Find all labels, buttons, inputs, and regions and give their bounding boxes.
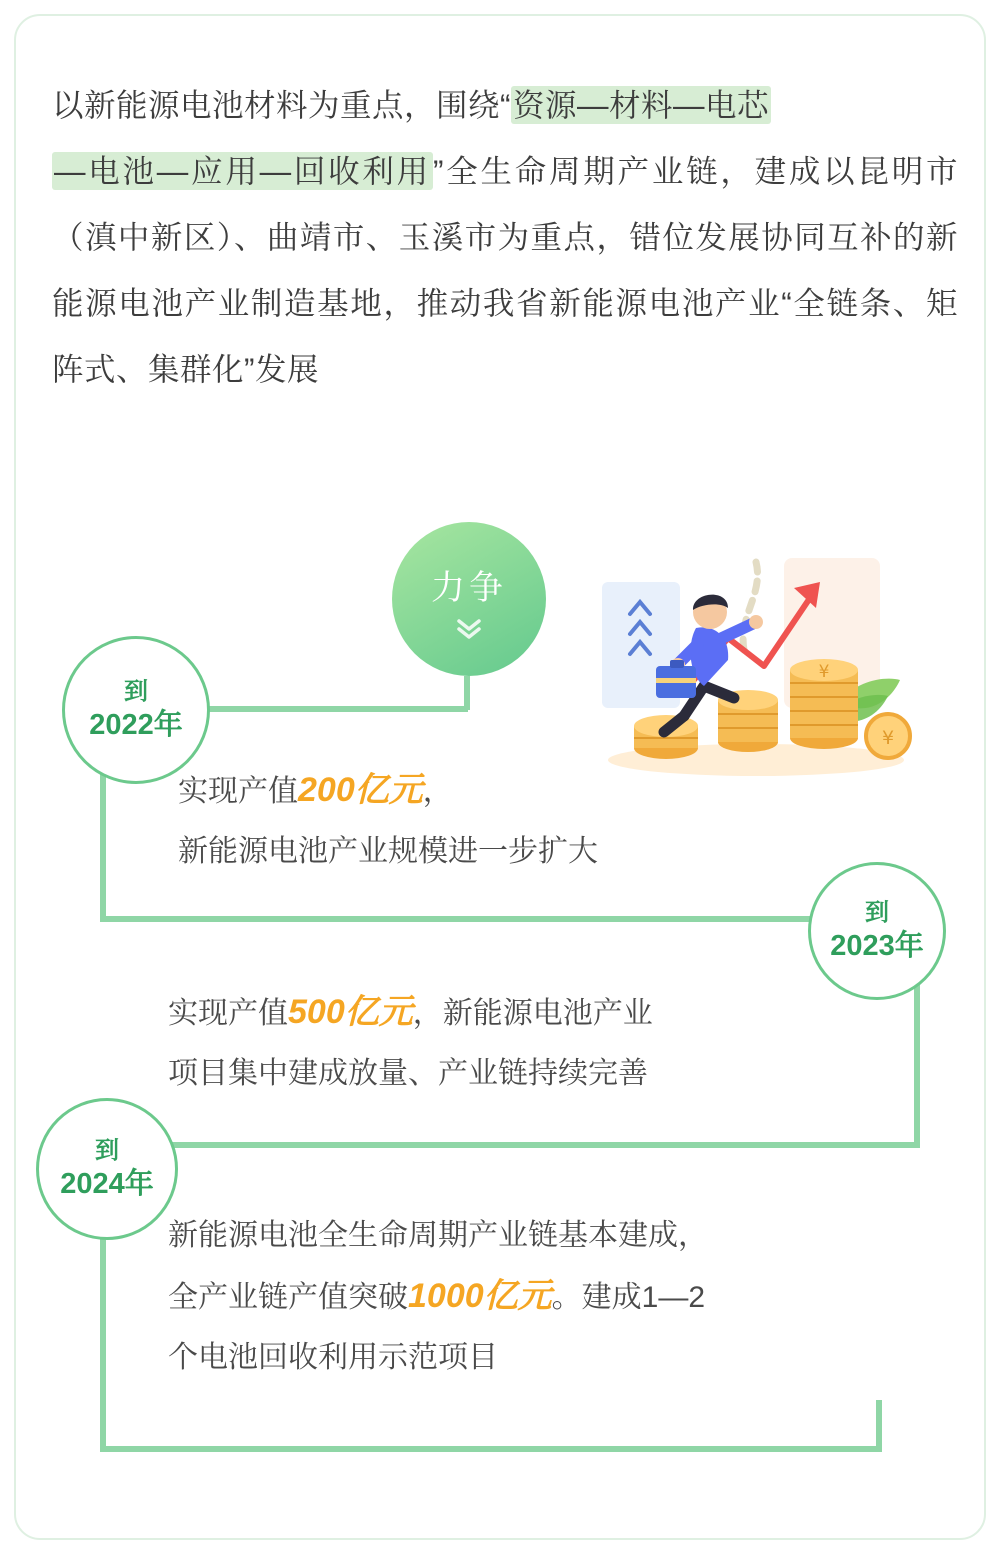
milestone-badge-2023 xyxy=(808,862,946,1000)
milestone-2023-line1-before: 实现产值 xyxy=(168,997,288,1030)
milestone-2023-amount: 500亿元 xyxy=(288,993,413,1031)
milestone-badge-2024 xyxy=(36,1098,178,1240)
business-growth-illustration xyxy=(588,520,924,786)
milestone-2024-year: 2024年 xyxy=(60,1167,154,1200)
milestone-2022-line1-after: ， xyxy=(422,775,453,808)
milestone-2023-text xyxy=(168,982,928,1104)
intro-highlight-1: 资源—材料—电芯 xyxy=(513,87,770,123)
milestone-2022-text xyxy=(178,760,938,882)
milestone-2023-line1-after: ，新能源电池产业 xyxy=(412,997,653,1030)
connector-bottom-horizontal xyxy=(100,1446,882,1452)
milestone-2023-year: 2023年 xyxy=(830,929,924,962)
chevron-down-icon xyxy=(454,617,484,639)
milestone-2024-prefix: 到 xyxy=(95,1136,119,1164)
quote-open: “ xyxy=(500,87,512,123)
strive-label: 力争 xyxy=(431,568,507,607)
milestone-2024-amount: 1000亿元 xyxy=(408,1277,552,1315)
intro-text-part2: 全生命周期产业链，建成以昆明市（滇中新区）、曲靖市、玉溪市为重点，错位发展协同互补的新能源电池产业制造基地，推动我省新能源电池产业“全链条、矩阵式、集群化”发展 xyxy=(52,153,958,387)
milestone-2023-prefix: 到 xyxy=(865,898,889,926)
connector-strive-vertical xyxy=(464,676,470,710)
connector-2022-to-2023 xyxy=(100,916,920,922)
intro-paragraph xyxy=(52,72,958,402)
connector-strive-horizontal xyxy=(178,706,468,712)
connector-2022-left-rail xyxy=(100,760,106,922)
connector-2023-to-2024 xyxy=(168,1142,920,1148)
milestone-2022-line2: 新能源电池产业规模进一步扩大 xyxy=(178,835,598,868)
milestone-2023-line2: 项目集中建成放量、产业链持续完善 xyxy=(168,1057,648,1090)
milestone-2022-prefix: 到 xyxy=(124,677,148,705)
milestone-2024-line3: 个电池回收利用示范项目 xyxy=(168,1341,498,1374)
milestone-2024-line2-before: 全产业链产值突破 xyxy=(168,1281,408,1314)
milestone-2024-text xyxy=(168,1206,958,1388)
quote-close: ” xyxy=(432,153,444,189)
milestone-2022-amount: 200亿元 xyxy=(298,771,423,809)
svg-text:¥: ¥ xyxy=(818,662,830,682)
strive-badge xyxy=(392,522,546,676)
intro-text-part1: 以新能源电池材料为重点，围绕 xyxy=(52,87,501,123)
milestone-2024-line2-after: 。建成1—2 xyxy=(551,1281,706,1314)
milestone-2024-line1: 新能源电池全生命周期产业链基本建成， xyxy=(168,1219,708,1252)
milestone-2022-line1-before: 实现产值 xyxy=(178,775,298,808)
svg-text:¥: ¥ xyxy=(881,727,895,749)
connector-bottom-right-stub xyxy=(876,1400,882,1452)
intro-highlight-2: —电池—应用—回收利用 xyxy=(54,153,431,189)
milestone-2022-year: 2022年 xyxy=(89,708,183,741)
